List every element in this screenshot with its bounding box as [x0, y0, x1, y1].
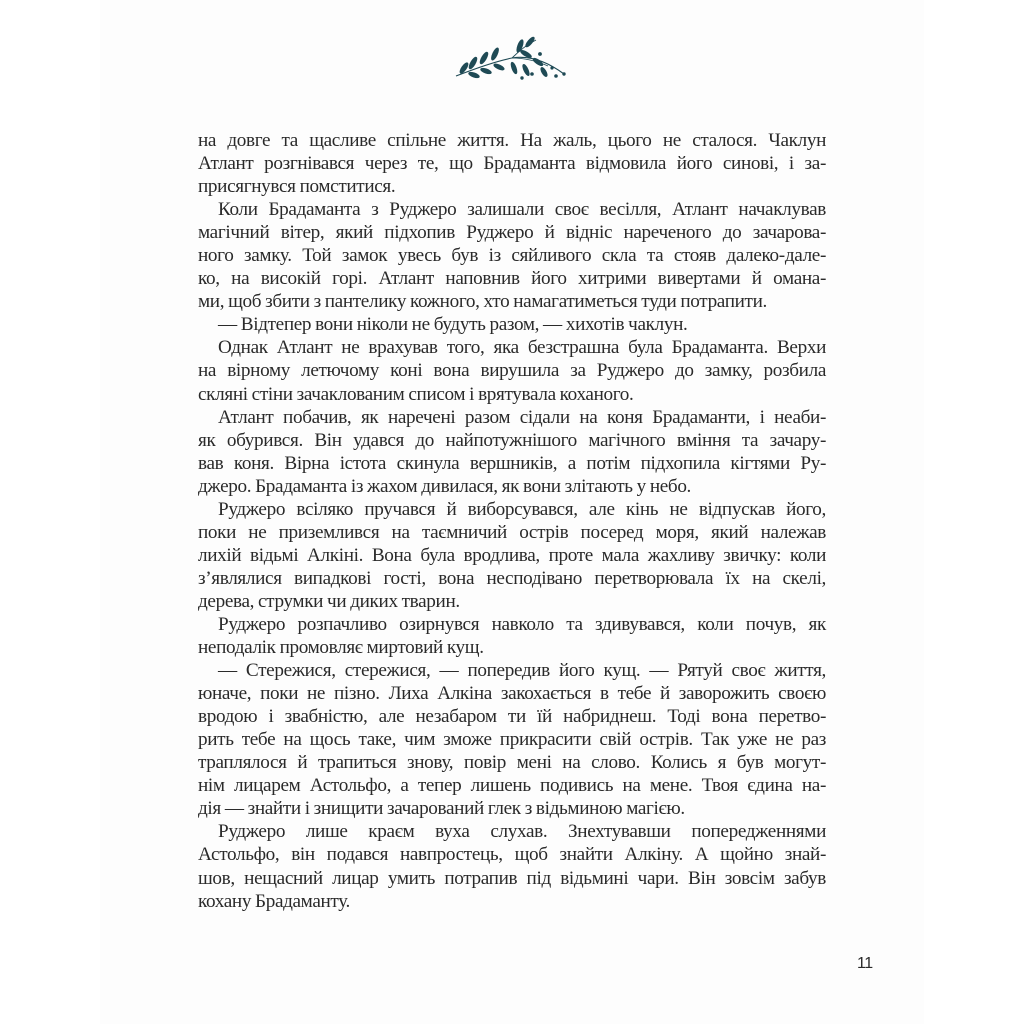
paragraph	[198, 406, 826, 498]
text-line: Атлант побачив, як наречені разом сідали на коня Брадаманти, і неаби-	[218, 406, 826, 428]
text-line: неподалік промовляє миртовий кущ.	[198, 637, 484, 659]
text-line: рить тебе на щось таке, чим зможе прикрасити свій острів. Так уже не раз	[198, 729, 826, 751]
paragraph	[198, 613, 826, 659]
text-line: магічний вітер, який підхопив Руджеро й відніс нареченого до зачарова-	[198, 222, 826, 244]
text-line: дія — знайти і знищити зачарований глек з відьминою магією.	[198, 798, 685, 820]
text-line: вав коня. Вірна істота скинула вершників, а потім підхопила кігтями Ру-	[198, 452, 826, 474]
paragraph	[198, 336, 826, 405]
text-line: Руджеро розпачливо озирнувся навколо та здивувався, коли почув, як	[218, 613, 826, 635]
text-line: Руджеро лише краєм вуха слухав. Знехтувавши попередженнями	[218, 821, 826, 843]
text-line: — Стережися, стережися, — попередив його кущ. — Рятуй своє життя,	[218, 660, 826, 682]
text-line: Руджеро всіляко пручався й виборсувався, але кінь не відпускав його,	[218, 498, 826, 520]
text-line: джеро. Брадаманта із жахом дивилася, як вони злітають у небо.	[198, 475, 692, 497]
paragraph	[198, 129, 826, 198]
text-line: скляні стіни зачаклованим списом і врятувала коханого.	[198, 383, 634, 405]
text-line: кохану Брадаманту.	[198, 890, 350, 912]
text-line: як обурився. Він удався до найпотужнішого магічного вміння та зачару-	[198, 429, 826, 451]
text-line: Атлант розгнівався через те, що Брадаманта відмовила його синові, і за-	[198, 153, 826, 175]
text-line: шов, нещасний лицар умить потрапив під відьмині чари. Він зовсім забув	[198, 867, 826, 889]
olive-branch-icon	[452, 36, 572, 82]
text-line: ного замку. Той замок увесь був із сяйливого скла та стояв далеко-дале-	[198, 245, 826, 267]
paragraph	[198, 498, 826, 613]
text-line: — Відтепер вони ніколи не будуть разом, — хихотів чаклун.	[218, 314, 688, 336]
paragraph	[198, 313, 826, 336]
paragraph	[198, 820, 826, 912]
text-line: вродою і звабністю, але незабаром ти їй набриднеш. Тоді вона перетво-	[198, 706, 826, 728]
paragraph	[198, 198, 826, 313]
text-line: траплялося й трапиться знову, повір мені на слово. Колись я був могут-	[198, 752, 826, 774]
text-line: Коли Брадаманта з Руджеро залишали своє весілля, Атлант начаклував	[218, 199, 826, 221]
text-line: поки не приземлився на таємничий острів посеред моря, який належав	[198, 521, 826, 543]
text-line: юначе, поки не пізно. Лиха Алкіна закохається в тебе й заворожить своєю	[198, 683, 826, 705]
text-line: Астольфо, він подався навпростець, щоб знайти Алкіну. А щойно знай-	[198, 844, 826, 866]
text-line: з’являлися випадкові гості, вона несподівано перетворювала їх на скелі,	[198, 567, 826, 589]
text-line: на довге та щасливе спільне життя. На жаль, цього не сталося. Чаклун	[198, 130, 826, 151]
text-line: на вірному летючому коні вона вирушила за Руджеро до замку, розбила	[198, 360, 826, 382]
text-line: Однак Атлант не врахував того, яка безстрашна була Брадаманта. Верхи	[218, 337, 826, 359]
body-text	[198, 129, 826, 913]
page-number: 11	[857, 955, 873, 972]
text-line: присягнувся помститися.	[198, 176, 396, 198]
paragraph	[198, 659, 826, 820]
text-line: ми, щоб збити з пантелику кожного, хто намагатиметься туди потрапити.	[198, 291, 767, 313]
text-line: нім лицарем Астольфо, а тепер лишень подивись на мене. Твоя єдина на-	[198, 775, 826, 797]
text-line: лихій відьмі Алкіні. Вона була вродлива, проте мала жахливу звичку: коли	[198, 544, 826, 566]
text-line: ко, на високій горі. Атлант наповнив його хитрими вивертами й омана-	[198, 268, 826, 290]
text-line: дерева, струмки чи диких тварин.	[198, 590, 460, 612]
